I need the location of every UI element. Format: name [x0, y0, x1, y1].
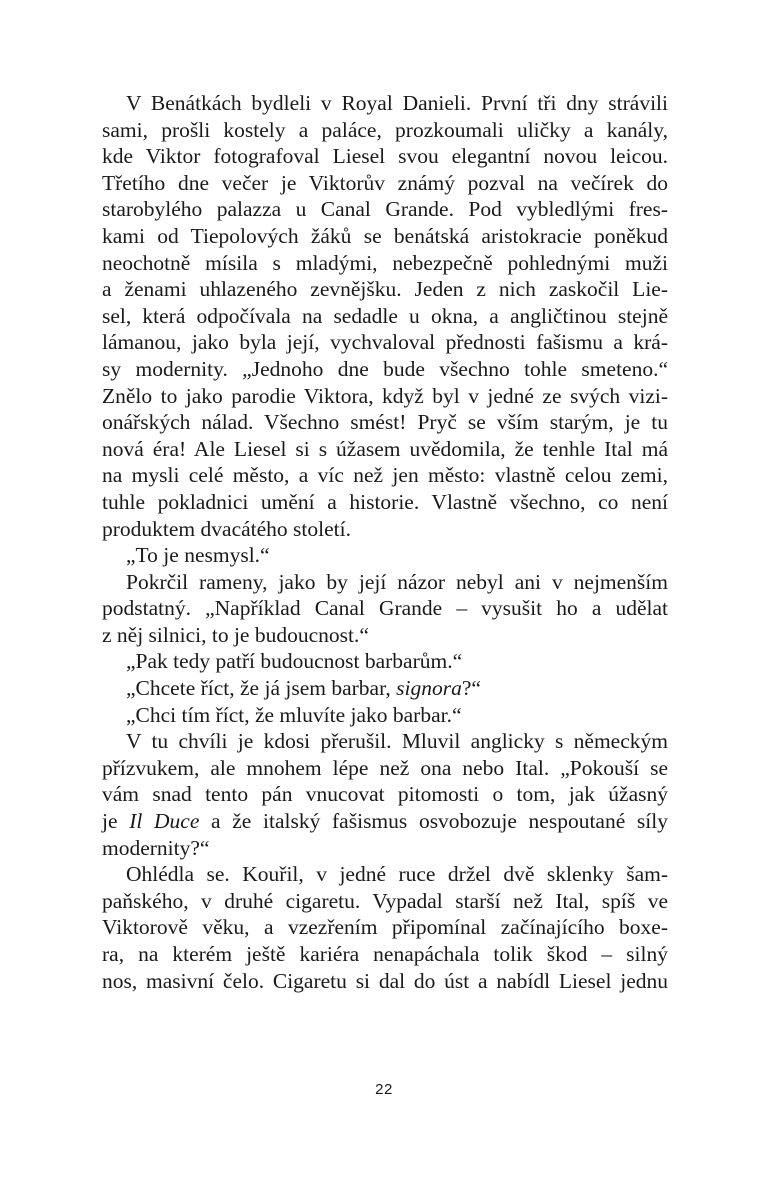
text-line: V Benátkách bydleli v Royal Danieli. První tři dny strávili [126, 91, 668, 115]
text-line: Znělo to jako parodie Viktora, když byl v jedné ze svých vizi- [102, 383, 668, 408]
text-line: nová éra! Ale Liesel si s úžasem uvědomila, že tenhle Ital má [102, 436, 668, 461]
text-line [102, 808, 668, 835]
text-line: produktem dvacátého století. [102, 516, 351, 541]
text-line: lámanou, jako byla její, vychvaloval přednosti fašismu a krá- [102, 330, 668, 355]
text-line: sami, prošli kostely a paláce, prozkoumali uličky a kanály, [102, 117, 668, 142]
text-line: starobylého palazza u Canal Grande. Pod vybledlými fres- [102, 197, 668, 222]
text-line: sel, která odpočívala na sedadle u okna, a angličtinou stejně [102, 303, 668, 328]
text-line: tuhle pokladnici umění a historie. Vlastně všechno, co není [102, 489, 668, 514]
text-line: přízvukem, ale mnohem lépe než ona nebo Ital. „Pokouší se [102, 755, 668, 780]
text-segment: ?“ [461, 676, 481, 701]
text-line: vám snad tento pán vnucovat pitomosti o tom, jak úžasný [102, 782, 668, 807]
text-line: kami od Tiepolových žáků se benátská aristokracie poněkud [102, 223, 668, 248]
text-line: onářských nálad. Všechno smést! Pryč se vším starým, je tu [102, 410, 668, 435]
page-body-text [102, 90, 668, 994]
italic-term: signora [396, 676, 462, 701]
dialog-line: „Pak tedy patří budoucnost barbarům.“ [126, 649, 463, 674]
dialog-line: „Chci tím říct, že mluvíte jako barbar.“ [126, 702, 462, 727]
text-segment: je [102, 809, 130, 834]
text-segment: a že italský fašismus osvobozuje nespoutané síly [199, 809, 668, 834]
text-line: na mysli celé město, a víc než jen město: vlastně celou zemi, [102, 463, 668, 488]
text-line: ra, na kterém ještě kariéra nenapáchala tolik škod – silný [102, 942, 668, 966]
text-line: podstatný. „Například Canal Grande – vysušit ho a udělat [102, 596, 668, 621]
italic-term: Il Duce [129, 809, 200, 834]
text-line: z něj silnici, to je budoucnost.“ [102, 622, 369, 647]
page-number: 22 [375, 1081, 393, 1098]
text-line: modernity?“ [102, 835, 210, 860]
text-line: nos, masivní čelo. Cigaretu si dal do úst a nabídl Liesel jednu [102, 968, 668, 993]
dialog-line [102, 675, 668, 702]
text-line: V tu chvíli je kdosi přerušil. Mluvil anglicky s německým [126, 729, 668, 754]
text-line: paňského, v druhé cigaretu. Vypadal starší než Ital, spíš ve [102, 888, 668, 913]
text-line: a ženami uhlazeného zevnějšku. Jeden z nich zaskočil Lie- [102, 277, 668, 302]
text-line: sy modernity. „Jednoho dne bude všechno tohle smeteno.“ [102, 356, 668, 381]
dialog-line: „To je nesmysl.“ [126, 543, 270, 568]
text-line: neochotně mísila s mladými, nebezpečně pohlednými muži [102, 250, 668, 275]
text-line: Viktorově věku, a vzezřením připomínal začínajícího boxe- [102, 915, 668, 940]
text-line: Ohlédla se. Kouřil, v jedné ruce držel dvě sklenky šam- [126, 862, 668, 887]
text-line: Třetího dne večer je Viktorův známý pozval na večírek do [102, 170, 668, 195]
text-line: kde Viktor fotografoval Liesel svou elegantní novou leicou. [102, 144, 668, 169]
text-line: Pokrčil rameny, jako by její názor nebyl ani v nejmenším [126, 569, 668, 594]
text-segment: „Chcete říct, že já jsem barbar, [126, 676, 397, 701]
